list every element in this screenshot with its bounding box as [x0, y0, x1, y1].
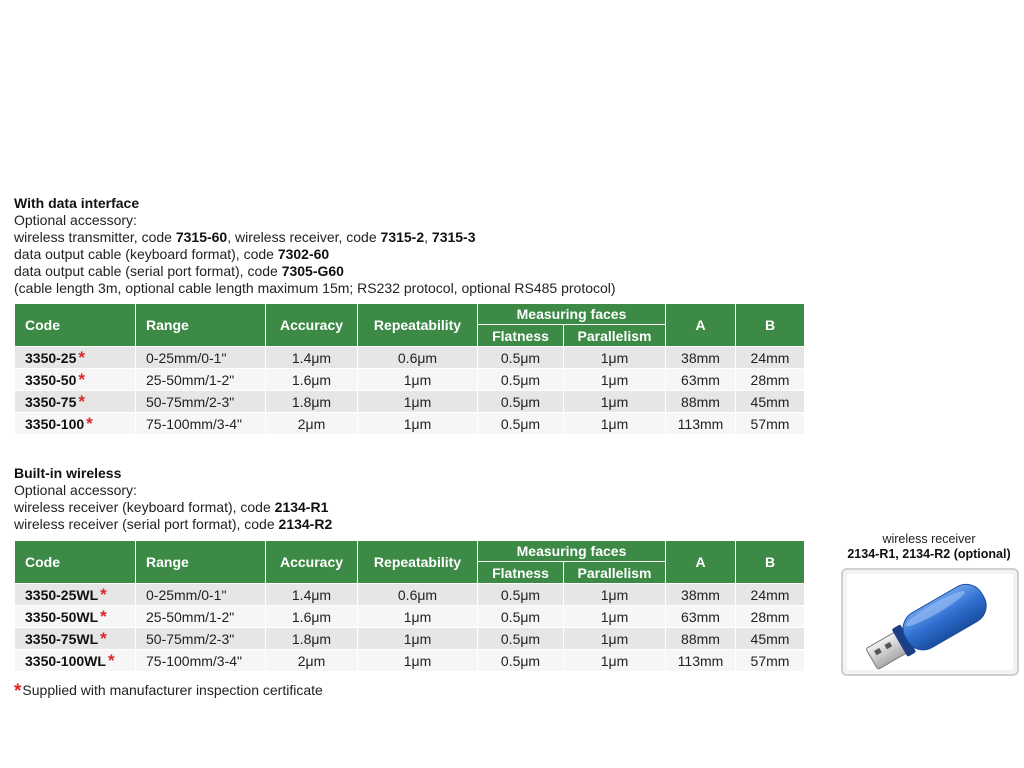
cell-repeat: [358, 628, 478, 650]
cell-b: [736, 369, 805, 391]
cell-b: [736, 391, 805, 413]
cell-accuracy-value: 1.4μm: [291, 349, 332, 366]
accessory-code: 7305-G60: [281, 263, 344, 279]
cell-a: [666, 628, 736, 650]
cell-code: [15, 347, 136, 369]
certificate-star-icon: *: [86, 413, 93, 433]
cell-repeat-value: 0.6μm: [397, 586, 438, 603]
cell-range: [136, 413, 266, 435]
cell-accuracy: [266, 391, 358, 413]
section2-spec-table: [14, 540, 805, 672]
cell-b: [736, 628, 805, 650]
cell-a-value: 88mm: [681, 393, 720, 410]
cell-accuracy: [266, 347, 358, 369]
section2-table-body: [15, 584, 805, 672]
cell-b-value: 45mm: [750, 393, 790, 410]
cell-range-value: 0-25mm/0-1": [146, 586, 227, 603]
accessory-code: 7315-60: [175, 229, 228, 245]
receiver-codes: 2134-R1, 2134-R2: [847, 547, 951, 561]
cell-b-value: 57mm: [750, 415, 790, 432]
cell-para-value: 1μm: [600, 630, 629, 647]
section1-header: [14, 195, 616, 297]
cell-code: [15, 650, 136, 672]
cell-b: [736, 413, 805, 435]
cell-range-value: 75-100mm/3-4": [146, 652, 243, 669]
cell-para-value: 1μm: [600, 393, 629, 410]
cell-range-value: 75-100mm/3-4": [146, 415, 243, 432]
certificate-star-icon: *: [78, 369, 86, 389]
certificate-star-icon: *: [100, 628, 107, 648]
cell-a: [666, 606, 736, 628]
section1-spec-table: [14, 303, 805, 435]
cell-a: [666, 650, 736, 672]
header-repeatability: Repeatability: [358, 304, 478, 347]
cell-repeat-value: 1μm: [403, 393, 432, 410]
accessory-text: , wireless receiver, code: [227, 229, 381, 245]
cell-flat-value: 0.5μm: [500, 652, 541, 669]
accessory-line: [14, 499, 332, 516]
cell-a-value: 113mm: [677, 415, 724, 432]
cell-para-value: 1μm: [600, 371, 629, 388]
receiver-caption: [836, 532, 1022, 562]
header-parallelism: Parallelism: [564, 562, 666, 584]
cell-repeat: [358, 606, 478, 628]
section1-title: With data interface: [14, 195, 140, 211]
cell-flat-value: 0.5μm: [500, 371, 541, 388]
cell-accuracy: [266, 628, 358, 650]
cell-a: [666, 584, 736, 606]
accessory-line: [14, 246, 616, 263]
section2-header: [14, 465, 332, 533]
accessory-code: 2134-R1: [274, 499, 329, 515]
cell-repeat: [358, 391, 478, 413]
header-code: Code: [15, 304, 136, 347]
header-range: Range: [136, 541, 266, 584]
cell-b: [736, 650, 805, 672]
cell-b-value: 28mm: [750, 608, 790, 625]
cell-code-value: 3350-25WL: [25, 586, 99, 603]
cell-code: [15, 369, 136, 391]
header-a: A: [666, 304, 736, 347]
cell-code: [15, 606, 136, 628]
cell-b: [736, 584, 805, 606]
header-repeatability: Repeatability: [358, 541, 478, 584]
header-code: Code: [15, 541, 136, 584]
cell-flat: [478, 369, 564, 391]
section2-accessory-lines: [14, 499, 332, 533]
cell-accuracy: [266, 369, 358, 391]
table-row: [15, 628, 805, 650]
receiver-caption-title: wireless receiver: [882, 532, 976, 546]
cell-flat-value: 0.5μm: [500, 393, 541, 410]
header-flatness: Flatness: [478, 325, 564, 347]
cell-flat-value: 0.5μm: [500, 608, 541, 625]
accessory-text: wireless receiver (keyboard format), code: [14, 499, 275, 515]
cell-range-value: 0-25mm/0-1": [146, 349, 227, 366]
cell-para: [564, 606, 666, 628]
cell-accuracy-value: 1.8μm: [291, 630, 332, 647]
cell-para-value: 1μm: [600, 586, 629, 603]
accessory-text: data output cable (keyboard format), code: [14, 246, 278, 262]
header-parallelism: Parallelism: [564, 325, 666, 347]
table-row: [15, 391, 805, 413]
cell-a-value: 38mm: [681, 586, 720, 603]
header-accuracy: Accuracy: [266, 541, 358, 584]
header-accuracy: Accuracy: [266, 304, 358, 347]
receiver-image-frame: [841, 568, 1019, 676]
cell-flat-value: 0.5μm: [500, 586, 541, 603]
table-row: [15, 347, 805, 369]
cell-flat: [478, 606, 564, 628]
cell-range-value: 50-75mm/2-3": [146, 393, 235, 410]
cell-repeat-value: 0.6μm: [397, 349, 438, 366]
receiver-optional: (optional): [950, 547, 1011, 561]
cell-repeat-value: 1μm: [403, 371, 432, 388]
cell-range-value: 50-75mm/2-3": [146, 630, 235, 647]
accessory-line: [14, 263, 616, 280]
table-row: [15, 369, 805, 391]
cell-flat-value: 0.5μm: [500, 349, 541, 366]
header-a: A: [666, 541, 736, 584]
cell-b-value: 24mm: [750, 349, 790, 366]
cell-repeat: [358, 347, 478, 369]
cell-range: [136, 369, 266, 391]
cell-flat: [478, 584, 564, 606]
section1-optional: Optional accessory:: [14, 212, 137, 228]
certificate-star-icon: *: [78, 347, 86, 367]
cell-para: [564, 369, 666, 391]
table-row: [15, 606, 805, 628]
header-measuring-faces: Measuring faces: [478, 541, 666, 562]
cell-para: [564, 584, 666, 606]
cell-flat: [478, 391, 564, 413]
cell-code: [15, 413, 136, 435]
cell-b-value: 57mm: [750, 652, 790, 669]
section2-title: Built-in wireless: [14, 465, 122, 481]
table-row: [15, 584, 805, 606]
cell-code: [15, 391, 136, 413]
cell-flat: [478, 347, 564, 369]
cell-repeat-value: 1μm: [403, 652, 432, 669]
section1-accessory-lines: [14, 229, 616, 297]
cell-b-value: 24mm: [750, 586, 790, 603]
certificate-star-icon: *: [100, 584, 107, 604]
cell-code-value: 3350-75WL: [25, 630, 99, 647]
cell-flat: [478, 628, 564, 650]
section2-optional: Optional accessory:: [14, 482, 137, 498]
footnote: [14, 681, 323, 702]
cell-code-value: 3350-100WL: [25, 652, 106, 669]
cell-a-value: 113mm: [677, 652, 724, 669]
cell-range: [136, 650, 266, 672]
cell-para-value: 1μm: [600, 652, 629, 669]
header-range: Range: [136, 304, 266, 347]
accessory-text: wireless receiver (serial port format), code: [14, 516, 279, 532]
cell-accuracy-value: 1.6μm: [291, 371, 332, 388]
cell-para: [564, 347, 666, 369]
table-row: [15, 413, 805, 435]
accessory-code: 7315-2: [380, 229, 425, 245]
cell-accuracy-value: 2μm: [297, 415, 326, 432]
cell-range: [136, 391, 266, 413]
accessory-code: 7302-60: [277, 246, 330, 262]
cell-accuracy: [266, 650, 358, 672]
cell-range: [136, 628, 266, 650]
accessory-text: wireless transmitter, code: [14, 229, 176, 245]
certificate-star-icon: *: [78, 391, 86, 411]
cell-accuracy-value: 2μm: [297, 652, 326, 669]
cell-a: [666, 413, 736, 435]
cell-code-value: 3350-25: [25, 349, 77, 366]
section1-table-body: [15, 347, 805, 435]
cell-accuracy-value: 1.6μm: [291, 608, 332, 625]
cell-code-value: 3350-50: [25, 371, 77, 388]
cell-a: [666, 391, 736, 413]
cell-para: [564, 650, 666, 672]
table-row: [15, 650, 805, 672]
cell-flat-value: 0.5μm: [500, 630, 541, 647]
footnote-star: *: [14, 681, 22, 702]
cell-repeat: [358, 413, 478, 435]
cell-accuracy-value: 1.8μm: [291, 393, 332, 410]
cell-range: [136, 347, 266, 369]
cell-para: [564, 628, 666, 650]
cell-b-value: 45mm: [750, 630, 790, 647]
accessory-text: ,: [424, 229, 432, 245]
cell-repeat: [358, 584, 478, 606]
header-b: B: [736, 541, 805, 584]
cell-range: [136, 584, 266, 606]
cell-b-value: 28mm: [750, 371, 790, 388]
cell-para-value: 1μm: [600, 415, 629, 432]
cell-a-value: 63mm: [681, 371, 720, 388]
cell-repeat: [358, 650, 478, 672]
cell-code-value: 3350-100: [25, 415, 85, 432]
accessory-code: 7315-3: [431, 229, 476, 245]
certificate-star-icon: *: [107, 650, 115, 670]
cell-a: [666, 347, 736, 369]
cell-b: [736, 606, 805, 628]
header-measuring-faces: Measuring faces: [478, 304, 666, 325]
cell-range-value: 25-50mm/1-2": [146, 371, 235, 388]
cell-repeat-value: 1μm: [403, 630, 432, 647]
cell-a-value: 88mm: [681, 630, 720, 647]
cell-repeat-value: 1μm: [403, 415, 432, 432]
cell-para-value: 1μm: [600, 608, 629, 625]
accessory-line: [14, 229, 616, 246]
cell-a-value: 63mm: [681, 608, 720, 625]
header-b: B: [736, 304, 805, 347]
cell-accuracy-value: 1.4μm: [291, 586, 332, 603]
cell-accuracy: [266, 413, 358, 435]
cell-code: [15, 628, 136, 650]
usb-dongle-icon: [843, 570, 1017, 674]
cell-para: [564, 413, 666, 435]
cell-accuracy: [266, 584, 358, 606]
cell-flat-value: 0.5μm: [500, 415, 541, 432]
accessory-text: data output cable (serial port format), code: [14, 263, 282, 279]
accessory-text: (cable length 3m, optional cable length maximum 15m; RS232 protocol, optional RS485 protocol): [14, 280, 616, 296]
footnote-text: Supplied with manufacturer inspection certificate: [22, 682, 323, 698]
accessory-line: [14, 516, 332, 533]
cell-para: [564, 391, 666, 413]
cell-range-value: 25-50mm/1-2": [146, 608, 235, 625]
cell-repeat-value: 1μm: [403, 608, 432, 625]
cell-b: [736, 347, 805, 369]
cell-code-value: 3350-75: [25, 393, 77, 410]
cell-code-value: 3350-50WL: [25, 608, 99, 625]
cell-flat: [478, 413, 564, 435]
cell-para-value: 1μm: [600, 349, 629, 366]
certificate-star-icon: *: [100, 606, 107, 626]
header-flatness: Flatness: [478, 562, 564, 584]
cell-range: [136, 606, 266, 628]
cell-flat: [478, 650, 564, 672]
cell-a: [666, 369, 736, 391]
cell-code: [15, 584, 136, 606]
accessory-code: 2134-R2: [278, 516, 333, 532]
accessory-line: [14, 280, 616, 297]
cell-a-value: 38mm: [681, 349, 720, 366]
cell-repeat: [358, 369, 478, 391]
cell-accuracy: [266, 606, 358, 628]
